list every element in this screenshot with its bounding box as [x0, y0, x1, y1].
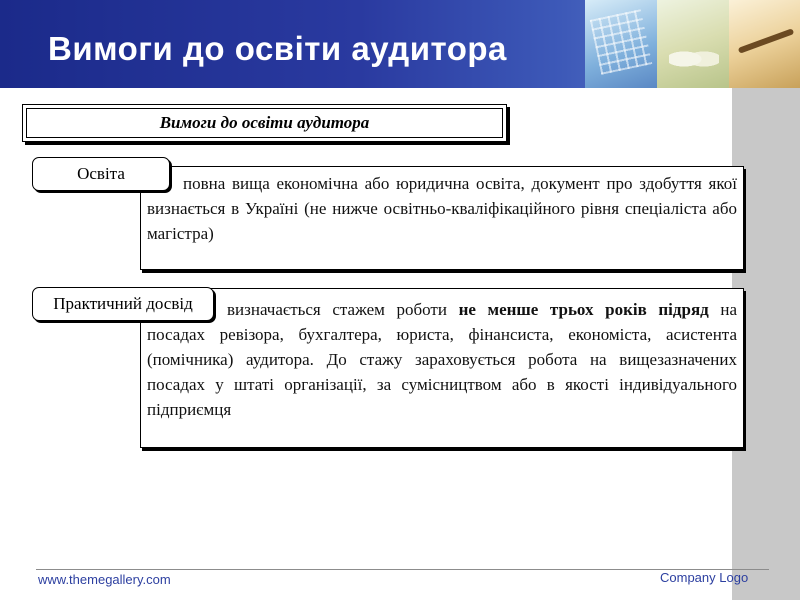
- experience-text-end: на посадах ревізора, бухгалтера, юриста, фінансиста, економіста, асистента (помічника) аудитора. До стажу зараховується робота на вищезазначених посадах у штаті організації, за сумісництвом або в якості індивідуального підприємця: [147, 300, 737, 419]
- education-label: Освіта: [32, 157, 170, 191]
- slide-header: [0, 0, 800, 88]
- education-content-box: [140, 166, 744, 270]
- footer-company-logo: Company Logo: [660, 570, 749, 585]
- coins-graphic: [669, 44, 719, 74]
- experience-text-bold: не менше трьох років підряд: [458, 300, 709, 319]
- experience-text: [147, 297, 737, 422]
- pen-graphic: [738, 28, 795, 53]
- header-image-coins: [657, 0, 729, 88]
- requirements-title-text: Вимоги до освіти аудитора: [159, 113, 370, 132]
- requirements-title-box: [22, 104, 507, 142]
- header-image-pen: [729, 0, 800, 88]
- experience-content-box: [140, 288, 744, 448]
- slide-title: Вимоги до освіти аудитора: [48, 30, 507, 67]
- education-text: [147, 171, 737, 246]
- header-image-calculator: [585, 0, 657, 88]
- header-image-strip: [585, 0, 800, 88]
- requirements-title-inner: [26, 108, 503, 138]
- footer-url[interactable]: www.themegallery.com: [38, 572, 171, 587]
- experience-label: Практичний досвід: [32, 287, 214, 321]
- experience-text-start: визначається стажем роботи: [227, 300, 459, 319]
- education-text-content: повна вища економічна або юридична освіта, документ про здобуття якої визнається в Україні (не нижче освітньо-кваліфікаційного рівня спеціаліста або магістра): [147, 174, 737, 243]
- calculator-grid-graphic: [590, 9, 653, 75]
